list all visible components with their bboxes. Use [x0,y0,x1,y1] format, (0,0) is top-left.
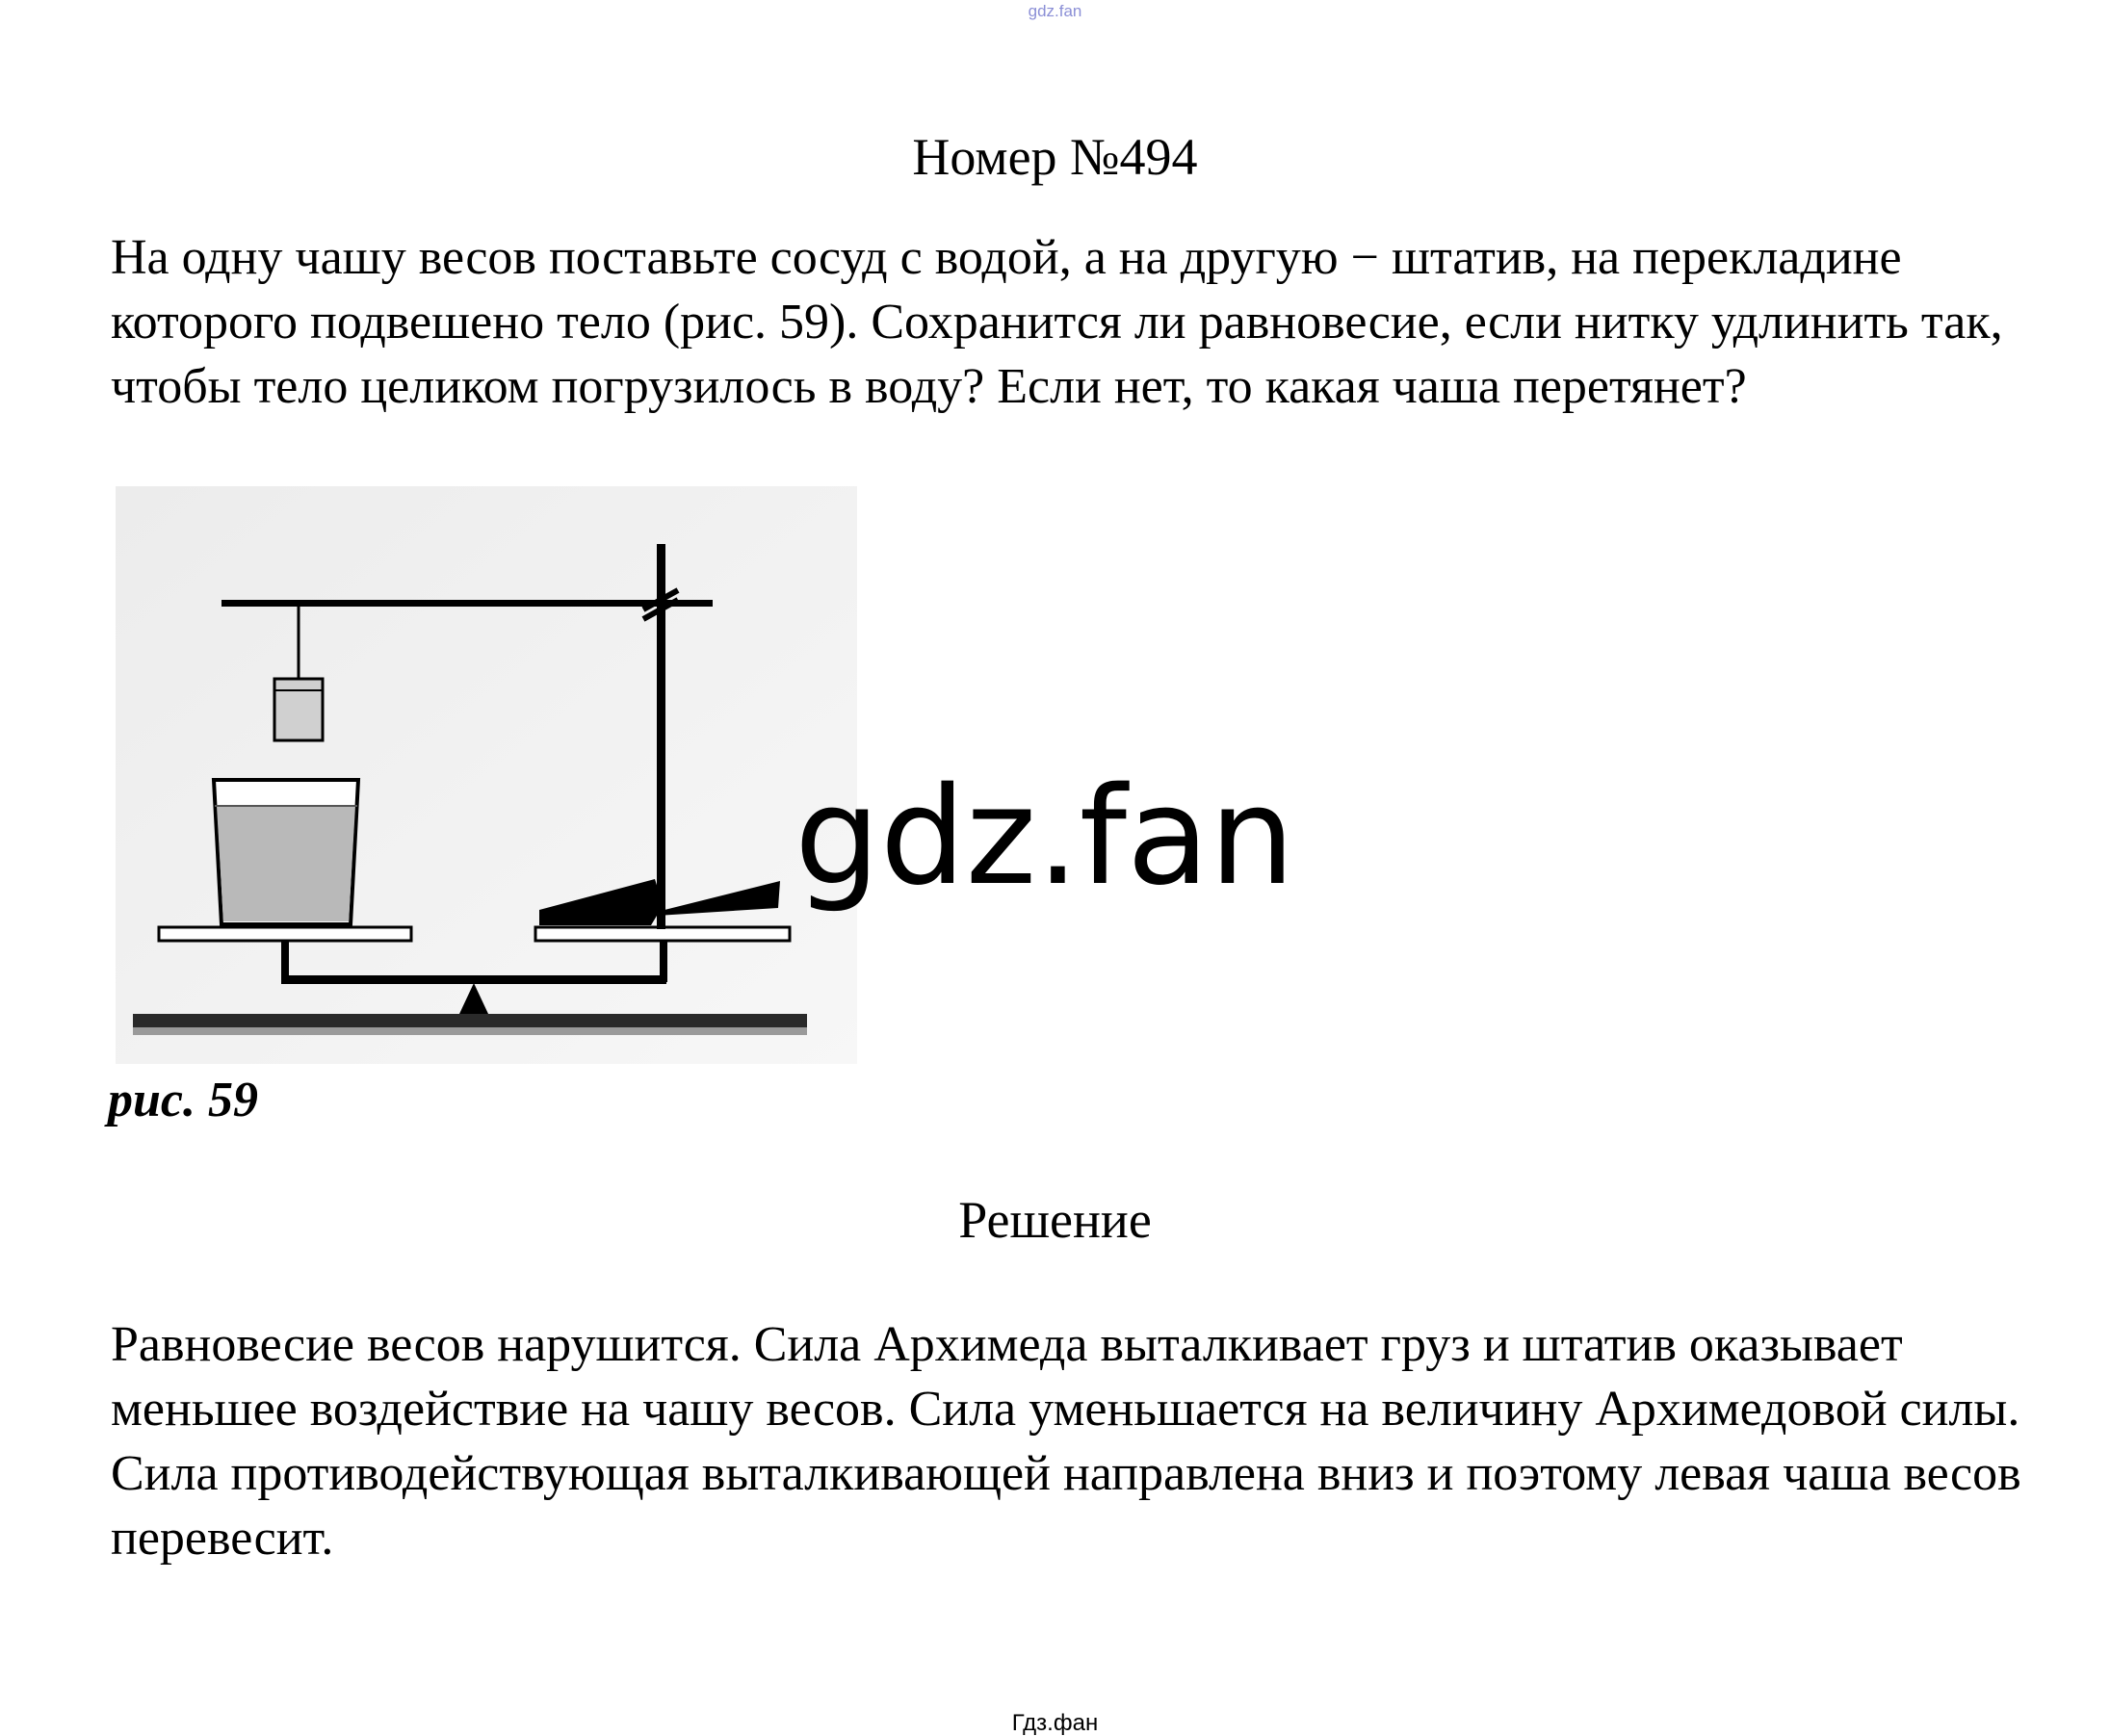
hanging-body [274,679,323,740]
scale-beam [281,975,666,984]
water [217,806,355,921]
problem-text: На одну чашу весов поставьте сосуд с водой, а на другую − штатив, на перекладине которого подвешено тело (рис. 59). Сохранится ли равновесие, если нитку удлинить так, чтобы тело целиком погрузилось в воду? Если нет, то какая чаша перетянет? [111,230,2003,414]
figure-caption: рис. 59 [108,1073,258,1127]
solution-heading: Решение [958,1191,1152,1249]
watermark: gdz.fan [795,759,1295,916]
right-pan [535,927,790,941]
solution-text: Равновесие весов нарушится. Сила Архимеда выталкивает груз и штатив оказывает меньшее воздействие на чашу весов. Сила уменьшается на величину Архимедовой силы. Сила противодействующая выталкивающей направлена вниз и поэтому левая чаша весов перевесит. [111,1317,2021,1566]
site-mark: gdz.fan [1028,2,1082,20]
ground [133,1014,807,1027]
footer: Гдз.фан [1011,1710,1099,1736]
page-title: Номер №494 [912,128,1198,186]
left-pan [159,927,411,941]
balance-scale-illustration [116,486,857,1064]
figure-59 [116,486,857,1064]
crossbar [221,600,713,607]
